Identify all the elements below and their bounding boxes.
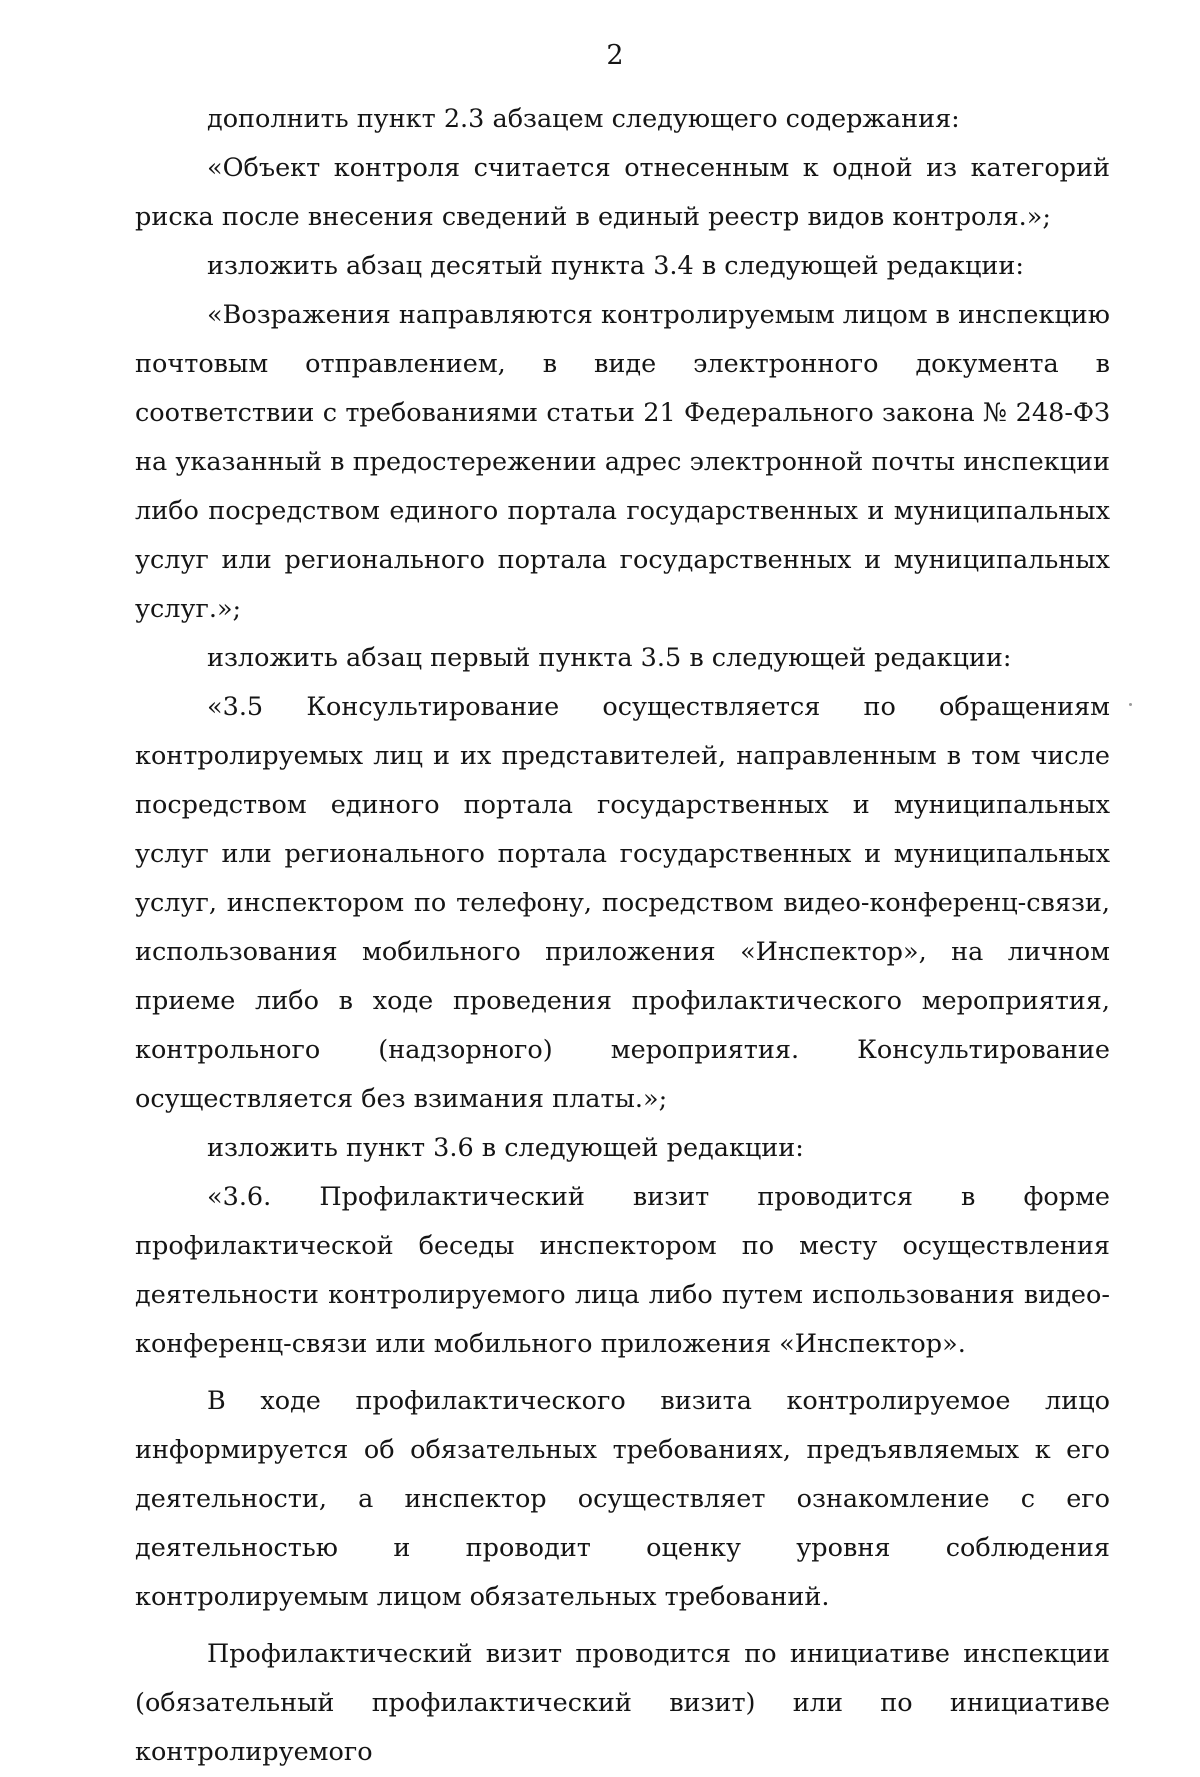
page-number: 2 <box>606 40 624 71</box>
paragraph-10: Профилактический визит проводится по инициативе инспекции (обязательный профилактический визит) или по инициативе контролируемого <box>135 1639 1110 1767</box>
paragraph-3: изложить абзац десятый пункта 3.4 в следующей редакции: <box>207 251 1024 281</box>
scan-speck <box>1129 703 1132 706</box>
paragraph-5: изложить абзац первый пункта 3.5 в следующей редакции: <box>207 643 1012 673</box>
paragraph-7: изложить пункт 3.6 в следующей редакции: <box>207 1133 804 1163</box>
paragraph-8: «3.6. Профилактический визит проводится в форме профилактической беседы инспектором по месту осуществления деятельности контролируемого лица либо путем использования видео-конференц-связи или мобильного приложения «Инспектор». <box>135 1182 1110 1359</box>
paragraph-2: «Объект контроля считается отнесенным к одной из категорий риска после внесения сведений в единый реестр видов контроля.»; <box>135 153 1110 232</box>
paragraph-4: «Возражения направляются контролируемым лицом в инспекцию почтовым отправлением, в виде электронного документа в соответствии с требованиями статьи 21 Федерального закона № 248-ФЗ на указанный в предостережении адрес электронной почты инспекции либо посредством единого портала государственных и муниципальных услуг или регионального портала государственных и муниципальных услуг.»; <box>135 300 1110 624</box>
paragraph-9: В ходе профилактического визита контролируемое лицо информируется об обязательных требованиях, предъявляемых к его деятельности, а инспектор осуществляет ознакомление с его деятельностью и проводит оценку уровня соблюдения контролируемым лицом обязательных требований. <box>135 1386 1110 1612</box>
document-body <box>135 95 1110 1777</box>
paragraph-6: «3.5 Консультирование осуществляется по обращениям контролируемых лиц и их представителей, направленным в том числе посредством единого портала государственных и муниципальных услуг или регионального портала государственных и муниципальных услуг, инспектором по телефону, посредством видео-конференц-связи, использования мобильного приложения «Инспектор», на личном приеме либо в ходе проведения профилактического мероприятия, контрольного (надзорного) мероприятия. Консультирование осуществляется без взимания платы.»; <box>135 692 1110 1114</box>
paragraph-1: дополнить пункт 2.3 абзацем следующего содержания: <box>207 104 960 134</box>
